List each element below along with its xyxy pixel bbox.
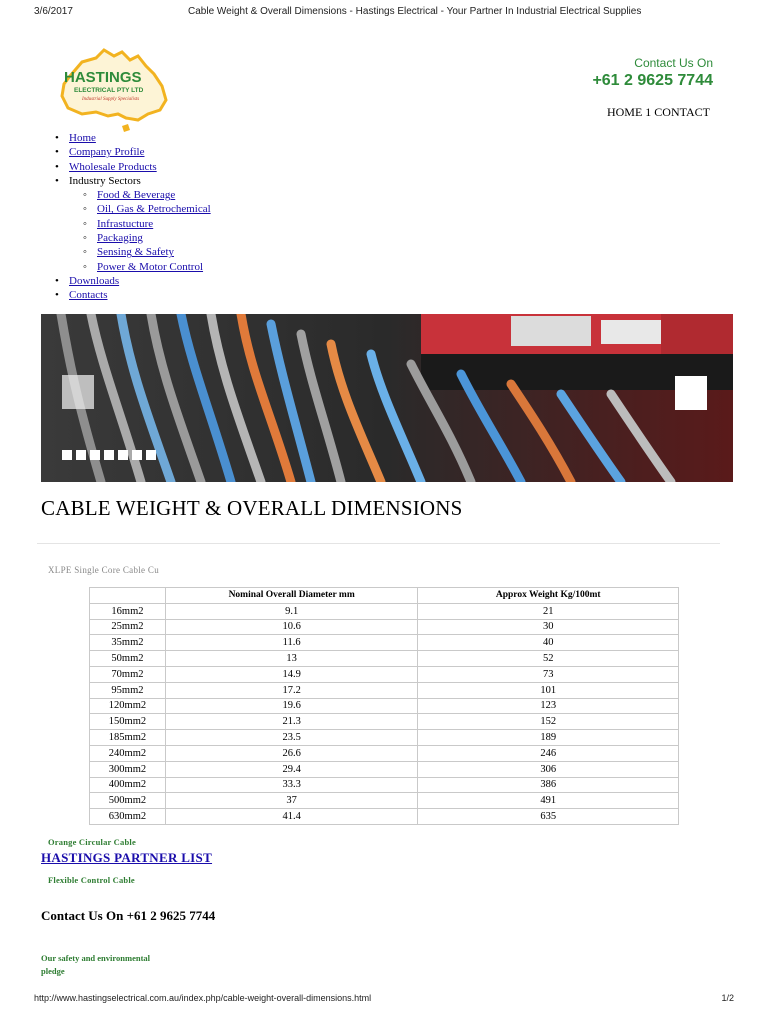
cell-weight: 635	[418, 809, 679, 825]
page-title: CABLE WEIGHT & OVERALL DIMENSIONS	[41, 496, 463, 520]
cell-weight: 52	[418, 651, 679, 667]
table-row	[90, 745, 679, 761]
slider-pagination	[62, 450, 156, 460]
slider-dot-6[interactable]	[132, 450, 142, 460]
cell-size: 70mm2	[90, 666, 166, 682]
cell-weight: 246	[418, 745, 679, 761]
cell-diameter: 19.6	[165, 698, 418, 714]
cell-size: 35mm2	[90, 635, 166, 651]
cell-diameter: 23.5	[165, 730, 418, 746]
cell-diameter: 33.3	[165, 777, 418, 793]
partner-list-link[interactable]: HASTINGS PARTNER LIST	[41, 850, 213, 865]
menu-item-company-profile[interactable]	[52, 145, 211, 159]
print-page-number: 1/2	[721, 993, 734, 1003]
cell-weight: 152	[418, 714, 679, 730]
logo-subtitle: ELECTRICAL PTY LTD	[74, 87, 144, 94]
hero-slider[interactable]	[41, 314, 733, 482]
submenu-item-oil-gas[interactable]	[69, 202, 211, 216]
header-phone-number[interactable]: +61 2 9625 7744	[592, 72, 713, 89]
industry-sectors-submenu	[69, 188, 211, 274]
cell-size: 400mm2	[90, 777, 166, 793]
logo-tagline: Industrial Supply Specialists	[82, 97, 140, 102]
menu-link-company-profile[interactable]: Company Profile	[69, 146, 145, 159]
table-row	[90, 809, 679, 825]
cell-weight: 101	[418, 682, 679, 698]
cell-size: 500mm2	[90, 793, 166, 809]
orange-circular-cable-link[interactable]: Orange Circular Cable	[48, 837, 136, 847]
slider-prev-button[interactable]	[62, 375, 94, 409]
cell-size: 16mm2	[90, 603, 166, 619]
cell-diameter: 10.6	[165, 619, 418, 635]
cell-size: 630mm2	[90, 809, 166, 825]
menu-label-industry-sectors: Industry Sectors	[69, 174, 141, 187]
cell-size: 185mm2	[90, 730, 166, 746]
table-row	[90, 603, 679, 619]
menu-item-downloads[interactable]	[52, 274, 211, 288]
cell-diameter: 41.4	[165, 809, 418, 825]
slider-dot-5[interactable]	[118, 450, 128, 460]
menu-link-contacts[interactable]: Contacts	[69, 289, 108, 302]
submenu-item-sensing-safety[interactable]	[69, 245, 211, 259]
logo-wordmark: HASTINGS	[64, 69, 142, 86]
cable-dimensions-table	[89, 587, 679, 825]
cell-diameter: 21.3	[165, 714, 418, 730]
cell-weight: 73	[418, 666, 679, 682]
submenu-link-power-motor[interactable]: Power & Motor Control	[97, 260, 204, 273]
table-row	[90, 777, 679, 793]
submenu-link-infrastructure[interactable]: Infrastucture	[97, 217, 154, 230]
submenu-link-packaging[interactable]: Packaging	[97, 232, 143, 245]
table-header-diameter: Nominal Overall Diameter mm	[165, 588, 418, 604]
slider-dot-4[interactable]	[104, 450, 114, 460]
table-row	[90, 619, 679, 635]
table-row	[90, 793, 679, 809]
submenu-item-food-beverage[interactable]	[69, 188, 211, 202]
slider-next-button[interactable]	[675, 376, 707, 410]
cell-diameter: 14.9	[165, 666, 418, 682]
print-url: http://www.hastingselectrical.com.au/index.php/cable-weight-overall-dimensions.html	[34, 993, 372, 1003]
print-page-title: Cable Weight & Overall Dimensions - Hastings Electrical - Your Partner In Industrial Electrical Supplies	[188, 6, 642, 17]
submenu-link-sensing-safety[interactable]: Sensing & Safety	[97, 246, 174, 259]
cell-weight: 123	[418, 698, 679, 714]
menu-link-downloads[interactable]: Downloads	[69, 274, 120, 287]
cell-size: 240mm2	[90, 745, 166, 761]
print-header	[0, 0, 768, 22]
cell-diameter: 9.1	[165, 603, 418, 619]
menu-item-wholesale-products[interactable]	[52, 160, 211, 174]
menu-link-wholesale-products[interactable]: Wholesale Products	[69, 160, 157, 173]
slider-dot-3[interactable]	[90, 450, 100, 460]
cell-size: 50mm2	[90, 651, 166, 667]
table-row	[90, 698, 679, 714]
cell-diameter: 17.2	[165, 682, 418, 698]
print-date: 3/6/2017	[34, 6, 73, 17]
table-row	[90, 714, 679, 730]
slider-dot-7[interactable]	[146, 450, 156, 460]
table-header-weight: Approx Weight Kg/100mt	[418, 588, 679, 604]
cell-weight: 30	[418, 619, 679, 635]
table-header-row	[90, 588, 679, 604]
menu-item-home[interactable]	[52, 131, 211, 145]
submenu-link-food-beverage[interactable]: Food & Beverage	[97, 189, 176, 202]
cell-diameter: 29.4	[165, 761, 418, 777]
submenu-item-packaging[interactable]	[69, 231, 211, 245]
table-row	[90, 635, 679, 651]
safety-pledge-link[interactable]: Our safety and environmental pledge	[41, 953, 151, 976]
menu-link-home[interactable]: Home	[69, 132, 96, 144]
title-divider	[37, 543, 720, 544]
slider-dot-1[interactable]	[62, 450, 72, 460]
table-row	[90, 682, 679, 698]
cell-weight: 189	[418, 730, 679, 746]
cell-diameter: 37	[165, 793, 418, 809]
slider-dot-2[interactable]	[76, 450, 86, 460]
table-row	[90, 651, 679, 667]
cell-size: 95mm2	[90, 682, 166, 698]
table-row	[90, 666, 679, 682]
print-footer	[0, 993, 768, 1013]
cell-weight: 21	[418, 603, 679, 619]
flexible-control-cable-link[interactable]: Flexible Control Cable	[48, 875, 135, 885]
cell-size: 300mm2	[90, 761, 166, 777]
cell-size: 120mm2	[90, 698, 166, 714]
top-nav[interactable]: HOME 1 CONTACT	[606, 105, 710, 119]
cell-weight: 491	[418, 793, 679, 809]
submenu-item-infrastructure[interactable]	[69, 217, 211, 231]
cell-diameter: 11.6	[165, 635, 418, 651]
table-row	[90, 761, 679, 777]
cell-size: 25mm2	[90, 619, 166, 635]
main-menu	[52, 131, 211, 303]
cell-diameter: 26.6	[165, 745, 418, 761]
menu-item-industry-sectors	[52, 174, 211, 274]
menu-item-contacts[interactable]	[52, 288, 211, 302]
cell-weight: 386	[418, 777, 679, 793]
header-contact-label: Contact Us On	[634, 56, 713, 70]
hastings-logo[interactable]	[56, 48, 176, 134]
table-caption: XLPE Single Core Cable Cu	[48, 565, 159, 575]
table-row	[90, 730, 679, 746]
table-header-size	[90, 588, 166, 604]
australia-map-icon	[56, 48, 176, 134]
cell-diameter: 13	[165, 651, 418, 667]
footer-contact-line: Contact Us On +61 2 9625 7744	[41, 908, 216, 923]
cell-weight: 306	[418, 761, 679, 777]
submenu-link-oil-gas[interactable]: Oil, Gas & Petrochemical	[97, 203, 211, 216]
submenu-item-power-motor[interactable]	[69, 260, 211, 274]
cell-size: 150mm2	[90, 714, 166, 730]
cell-weight: 40	[418, 635, 679, 651]
